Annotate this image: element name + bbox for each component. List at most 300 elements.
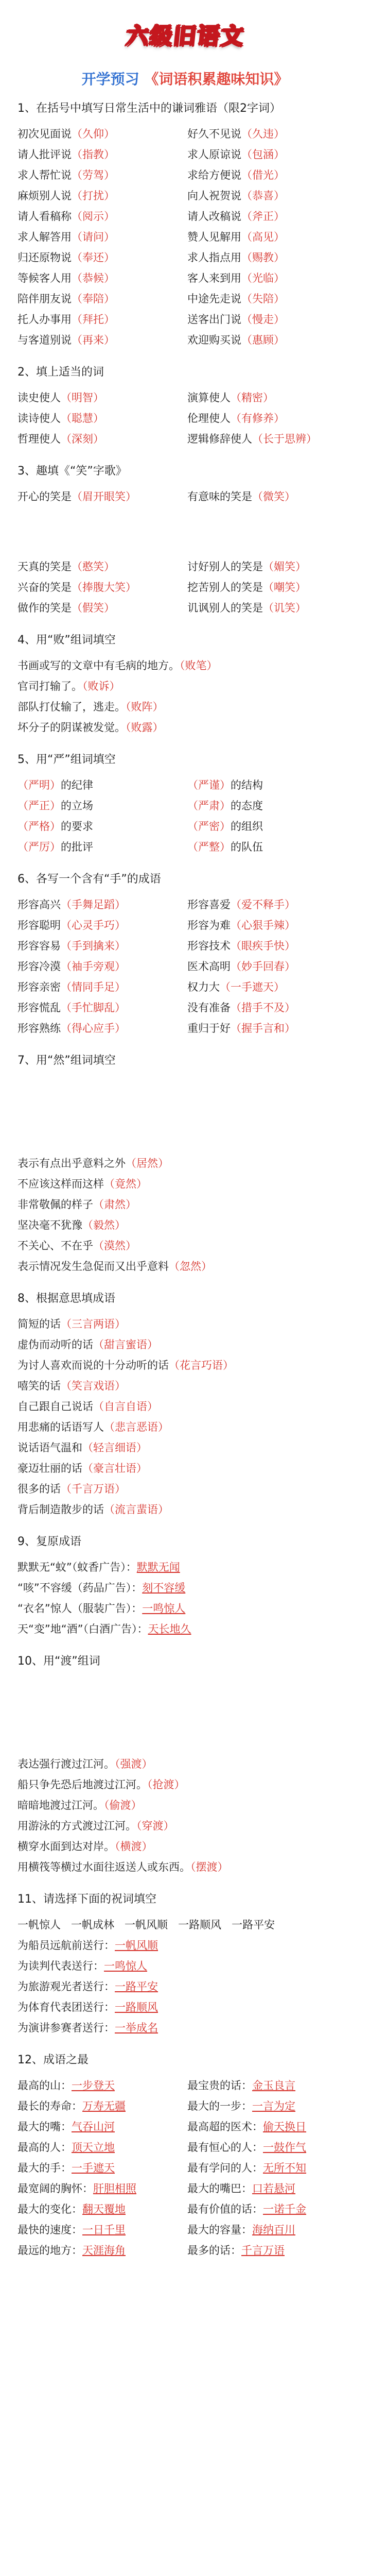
item-answer: （包涵）: [241, 148, 285, 161]
item-prompt: 部队打仗输了，逃走。: [17, 701, 126, 713]
answer-item: [17, 408, 187, 429]
answer-item: [187, 795, 352, 816]
item-answer: （恭候）: [72, 272, 115, 284]
item-answer: （阅示）: [72, 210, 115, 223]
answer-item: [17, 1956, 353, 1976]
answer-item: [17, 1619, 353, 1639]
answer-item: [17, 1836, 353, 1857]
item-prompt: 为船员远航前送行：: [17, 1939, 115, 1952]
item-answer: （强渡）: [115, 1758, 153, 1770]
item-answer: （败笔）: [180, 659, 218, 672]
answer-item: [17, 124, 187, 144]
answer-item: [17, 1816, 353, 1836]
item-prompt: 开心的笑是: [17, 490, 72, 503]
item-answer: （妙手回春）: [231, 960, 295, 973]
answer-item: [17, 1976, 353, 1997]
item-prompt: 表达强行渡过江河。: [17, 1758, 115, 1770]
item-prompt: 等候客人用: [17, 272, 72, 284]
answer-item: [17, 1355, 353, 1376]
item-prompt: 求给方便说: [187, 169, 241, 181]
answer-item: [187, 598, 352, 618]
item-prompt: 最有学问的人：: [187, 2162, 263, 2174]
answer-item: [187, 997, 352, 1018]
item-answer: 天涯海角: [82, 2244, 126, 2257]
answer-item: [187, 387, 352, 408]
answer-item: [17, 1256, 353, 1277]
answer-item: [17, 486, 187, 507]
answer-item: [187, 330, 352, 350]
item-prompt: 横穿水面到达对岸。: [17, 1840, 115, 1853]
answer-item: [17, 1499, 353, 1520]
answer-item: [187, 556, 352, 577]
answer-item: [17, 1018, 187, 1039]
item-answer: 一鼓作气: [263, 2141, 306, 2154]
item-answer: （久仰）: [72, 128, 115, 140]
item-prompt: 最高超的医术：: [187, 2121, 263, 2133]
item-prompt: 最有恒心的人：: [187, 2141, 263, 2154]
section-7: [17, 1052, 353, 1277]
item-prompt: 最大的嘴巴：: [187, 2182, 252, 2195]
item-answer: （情同手足）: [61, 981, 126, 993]
item-prompt: 表示有点出乎意料之外: [17, 1157, 126, 1170]
answer-list: [17, 1557, 353, 1639]
item-prompt: 形容聪明: [17, 919, 61, 931]
page-title: [17, 68, 353, 89]
item-answer: （爱不释手）: [231, 899, 295, 911]
item-prompt: 逻辑修辞使人: [187, 433, 252, 445]
item-prompt: 最大的变化：: [17, 2203, 82, 2215]
section-8: [17, 1290, 353, 1520]
item-answer: （精密）: [231, 392, 274, 404]
answer-item: [17, 1194, 353, 1215]
answer-item: [17, 837, 187, 857]
item-answer: （摆渡）: [190, 1861, 228, 1873]
item-prompt: 请人批评说: [17, 148, 72, 161]
answer-item: [187, 2178, 352, 2199]
answer-item: [187, 775, 352, 795]
item-prompt: 赞人见解用: [187, 231, 241, 243]
item-answer: （长于思辨）: [252, 433, 317, 445]
item-answer: （严谨）: [187, 779, 231, 791]
answer-item: [187, 2219, 352, 2240]
item-answer: 顶天立地: [72, 2141, 115, 2154]
item-prompt: 讥讽别人的笑是: [187, 602, 263, 614]
answer-item: [187, 956, 352, 977]
item-prompt: 书画或写的文章中有毛病的地方。: [17, 659, 180, 672]
item-answer: （肃然）: [93, 1198, 136, 1211]
section-question: 3、趣填《“笑”字歌》: [17, 465, 127, 478]
answer-grid: [17, 556, 353, 618]
item-suffix: 的组织: [231, 820, 263, 833]
item-prompt: 坏分子的阴谋被发觉。: [17, 721, 126, 734]
item-prompt: 最长的寿命：: [17, 2100, 82, 2112]
item-answer: （严格）: [17, 820, 61, 833]
item-answer: 无所不知: [263, 2162, 306, 2174]
answer-item: [17, 577, 187, 598]
item-prompt: “咳”不容缓（药品广告）：: [17, 1582, 143, 1594]
item-prompt: 背后制造散步的话: [17, 1503, 104, 1516]
item-answer: 一举成名: [115, 2022, 158, 2034]
item-prompt: 为读判代表送行：: [17, 1960, 104, 1972]
item-answer: 一路顺风: [115, 2001, 158, 2013]
item-answer: （毅然）: [82, 1219, 126, 1231]
answer-item: [17, 309, 187, 330]
item-prompt: 默默无“蚊”（蚊香广告）：: [17, 1561, 137, 1573]
item-answer: （指教）: [72, 148, 115, 161]
item-prompt: 最宽阔的胸怀：: [17, 2182, 93, 2195]
answer-item: [187, 2096, 352, 2116]
item-answer: （有修养）: [231, 412, 285, 425]
answer-item: [187, 2116, 352, 2137]
item-prompt: 形容慌乱: [17, 1002, 61, 1014]
item-answer: （微笑）: [252, 490, 295, 503]
section-question: 9、复原成语: [17, 1535, 81, 1548]
item-answer: （手忙脚乱）: [61, 1002, 126, 1014]
answer-item: [17, 1578, 353, 1598]
item-answer: （流言蜚语）: [104, 1503, 169, 1516]
item-suffix: 的要求: [61, 820, 93, 833]
item-answer: （惠顾）: [241, 334, 285, 346]
item-answer: （严厉）: [17, 841, 61, 853]
answer-item: [17, 1235, 353, 1256]
item-answer: （严肃）: [187, 800, 231, 812]
answer-item: [187, 486, 352, 507]
item-answer: （花言巧语）: [169, 1359, 234, 1371]
answer-item: [187, 124, 352, 144]
answer-item: [17, 936, 187, 956]
item-answer: （拜托）: [72, 313, 115, 326]
item-answer: （笑言戏语）: [61, 1380, 126, 1392]
item-prompt: 最大的手：: [17, 2162, 72, 2174]
item-answer: （握手言和）: [231, 1022, 295, 1035]
answer-item: [187, 577, 352, 598]
answer-grid: [17, 775, 353, 857]
item-prompt: 最远的地方：: [17, 2244, 82, 2257]
section-9: [17, 1533, 353, 1639]
answer-item: [187, 309, 352, 330]
item-answer: （慢走）: [241, 313, 285, 326]
item-prompt: 最多的话：: [187, 2244, 241, 2257]
item-prompt: 最高的山：: [17, 2079, 72, 2092]
section-2: [17, 364, 353, 449]
item-answer: （心灵手巧）: [61, 919, 126, 931]
item-prompt: 为讨人喜欢而说的十分动听的话: [17, 1359, 169, 1371]
item-prompt: 最大的嘴：: [17, 2121, 72, 2133]
item-answer: （败阵）: [126, 701, 164, 713]
answer-item: [187, 2075, 352, 2096]
section-10: [17, 1653, 353, 1877]
item-answer: 一路平安: [115, 1980, 158, 1993]
answer-item: [187, 289, 352, 309]
answer-item: [17, 2199, 187, 2219]
item-prompt: 请人看稿称: [17, 210, 72, 223]
item-prompt: 简短的话: [17, 1318, 61, 1330]
item-prompt: 不关心、不在乎: [17, 1240, 93, 1252]
item-prompt: 豪迈壮丽的话: [17, 1462, 82, 1475]
item-answer: （横渡）: [115, 1840, 153, 1853]
answer-item: [17, 816, 187, 837]
item-answer: 天长地久: [148, 1623, 191, 1635]
item-suffix: 的纪律: [61, 779, 93, 791]
item-answer: （心狠手辣）: [231, 919, 295, 931]
section-1: [17, 100, 353, 350]
item-suffix: 的态度: [231, 800, 263, 812]
item-prompt: 与客道别说: [17, 334, 72, 346]
item-answer: （假笑）: [72, 602, 115, 614]
item-prompt: 最快的速度：: [17, 2224, 82, 2236]
answer-item: [17, 1153, 353, 1174]
answer-item: [17, 2178, 187, 2199]
item-answer: 万寿无疆: [82, 2100, 126, 2112]
answer-list: [17, 1754, 353, 1877]
item-prompt: 用游泳的方式渡过江河。: [17, 1820, 136, 1832]
item-answer: 金玉良言: [252, 2079, 295, 2092]
answer-item: [17, 206, 187, 227]
item-answer: （手到擒来）: [61, 940, 126, 952]
item-prompt: 求人指点用: [187, 251, 241, 264]
item-prompt: 说话语气温和: [17, 1442, 82, 1454]
item-prompt: 用横筏等横过水面往返送人或东西。: [17, 1861, 190, 1873]
section-question: 12、成语之最: [17, 2054, 89, 2066]
answer-item: [17, 2240, 187, 2261]
item-answer: 一鸣惊人: [104, 1960, 147, 1972]
item-answer: 海纳百川: [252, 2224, 295, 2236]
answer-item: [187, 2199, 352, 2219]
item-answer: （赐教）: [241, 251, 285, 264]
item-answer: （捧腹大笑）: [72, 581, 136, 594]
item-prompt: 归还原物说: [17, 251, 72, 264]
answer-grid: [17, 387, 353, 449]
item-answer: 一鸣惊人: [142, 1602, 186, 1615]
item-prompt: 最大的容量：: [187, 2224, 252, 2236]
item-prompt: 最有价值的话：: [187, 2203, 263, 2215]
item-answer: （三言两语）: [61, 1318, 126, 1330]
item-answer: （深刻）: [61, 433, 104, 445]
item-answer: （明智）: [61, 392, 104, 404]
answer-item: [17, 1215, 353, 1235]
item-answer: 气吞山河: [72, 2121, 115, 2133]
answer-list: [17, 1153, 353, 1277]
header-logo: 六级旧语文: [124, 23, 245, 49]
item-answer: 一言为定: [252, 2100, 295, 2112]
item-prompt: 客人来到用: [187, 272, 241, 284]
answer-item: [17, 915, 187, 936]
answer-item: [17, 429, 187, 449]
answer-item: [17, 1396, 353, 1417]
answer-item: [187, 408, 352, 429]
item-prompt: 向人祝贺说: [187, 190, 241, 202]
item-prompt: 托人办事用: [17, 313, 72, 326]
answer-item: [17, 977, 187, 997]
answer-item: [17, 2018, 353, 2038]
answer-item: [17, 1754, 353, 1774]
item-answer: （眉开眼笑）: [72, 490, 136, 503]
item-answer: （忽然）: [169, 1260, 212, 1273]
item-answer: （甜言蜜语）: [93, 1338, 158, 1351]
answer-item: [17, 2075, 187, 2096]
item-prompt: 形容容易: [17, 940, 61, 952]
answer-item: [17, 387, 187, 408]
answer-item: [187, 247, 352, 268]
item-answer: 刻不容缓: [142, 1582, 186, 1594]
answer-item: [17, 775, 187, 795]
item-prompt: 初次见面说: [17, 128, 72, 140]
answer-item: [187, 1018, 352, 1039]
item-answer: （憨笑）: [72, 561, 115, 573]
section-question: 10、用“渡”组词: [17, 1655, 100, 1668]
section-5: [17, 751, 353, 857]
answer-item: [17, 2219, 187, 2240]
item-answer: （媚笑）: [263, 561, 306, 573]
item-prompt: “衣名”惊人（服装广告）：: [17, 1602, 143, 1615]
section-4: [17, 632, 353, 738]
item-prompt: 欢迎购买说: [187, 334, 241, 346]
item-prompt: 形容熟练: [17, 1022, 61, 1035]
section-11: [17, 1891, 353, 2038]
item-answer: （豪言壮语）: [82, 1462, 147, 1475]
answer-item: [17, 289, 187, 309]
item-suffix: 的批评: [61, 841, 93, 853]
item-answer: 默默无闻: [136, 1561, 180, 1573]
item-answer: （失陪）: [241, 293, 285, 305]
item-prompt: 兴奋的笑是: [17, 581, 72, 594]
item-prompt: 天“变”地“酒”（白酒广告）：: [17, 1623, 148, 1635]
item-prompt: 用悲痛的话语写人: [17, 1421, 104, 1433]
item-prompt: 表示情况发生急促而又出乎意料: [17, 1260, 169, 1273]
answer-item: [17, 2137, 187, 2158]
item-prompt: 麻烦别人说: [17, 190, 72, 202]
answer-item: [187, 268, 352, 289]
item-answer: （高见）: [241, 231, 285, 243]
answer-item: [187, 185, 352, 206]
answer-item: [187, 977, 352, 997]
answer-item: [17, 1935, 353, 1956]
item-prompt: 做作的笑是: [17, 602, 72, 614]
item-answer: 偷天换日: [263, 2121, 306, 2133]
answer-item: [17, 1557, 353, 1578]
answer-item: [187, 2240, 352, 2261]
answer-item: [17, 795, 187, 816]
section-question: 8、根据意思填成语: [17, 1292, 115, 1305]
answer-list: [17, 1314, 353, 1520]
answer-item: [17, 956, 187, 977]
item-answer: （再来）: [72, 334, 115, 346]
answer-item: [187, 2158, 352, 2178]
item-answer: （悲言恶语）: [104, 1421, 169, 1433]
item-answer: 一手遮天: [72, 2162, 115, 2174]
item-prompt: 有意味的笑是: [187, 490, 252, 503]
item-prompt: 嘻笑的话: [17, 1380, 61, 1392]
answer-item: [17, 1774, 353, 1795]
item-prompt: 为旅游观光者送行：: [17, 1980, 115, 1993]
item-prompt: 挖苦别人的笑是: [187, 581, 263, 594]
item-suffix: 的立场: [61, 800, 93, 812]
answer-item: [17, 1997, 353, 2018]
answer-item: [17, 1437, 353, 1458]
item-answer: 肝胆相照: [93, 2182, 136, 2195]
answer-item: [187, 227, 352, 247]
item-answer: （奉还）: [72, 251, 115, 264]
item-prompt: 形容技术: [187, 940, 231, 952]
item-answer: （劳驾）: [72, 169, 115, 181]
answer-item: [17, 1174, 353, 1194]
answer-grid: [17, 486, 353, 507]
item-answer: （袖手旁观）: [61, 960, 126, 973]
answer-item: [17, 165, 187, 185]
item-prompt: 医术高明: [187, 960, 231, 973]
item-suffix: 的结构: [231, 779, 263, 791]
item-prompt: 虚伪而动听的话: [17, 1338, 93, 1351]
item-answer: （穿渡）: [136, 1820, 174, 1832]
item-prompt: 不应该这样而这样: [17, 1178, 104, 1190]
answer-item: [187, 915, 352, 936]
answer-item: [17, 1417, 353, 1437]
item-answer: （严密）: [187, 820, 231, 833]
answer-item: [17, 1458, 353, 1479]
answer-item: [17, 997, 187, 1018]
answer-item: [187, 936, 352, 956]
item-answer: （恭喜）: [241, 190, 285, 202]
title-prefix: 开学预习: [81, 71, 139, 88]
answer-item: [17, 144, 187, 165]
item-prompt: 很多的话: [17, 1483, 61, 1495]
answer-item: [17, 697, 353, 717]
answer-item: [17, 1376, 353, 1396]
item-prompt: 形容高兴: [17, 899, 61, 911]
item-answer: （眼疾手快）: [231, 940, 295, 952]
item-answer: 口若悬河: [252, 2182, 295, 2195]
answer-item: [187, 894, 352, 915]
item-prompt: 权力大: [187, 981, 220, 993]
item-prompt: 坚决毫不犹豫: [17, 1219, 82, 1231]
answer-item: [17, 2158, 187, 2178]
item-answer: 翻天覆地: [82, 2203, 126, 2215]
answer-item: [17, 268, 187, 289]
item-prompt: 求人帮忙说: [17, 169, 72, 181]
item-answer: （竟然）: [104, 1178, 147, 1190]
item-prompt: 哲理使人: [17, 433, 61, 445]
item-answer: （得心应手）: [61, 1022, 126, 1035]
item-answer: （请问）: [72, 231, 115, 243]
item-prompt: 为体育代表团送行：: [17, 2001, 115, 2013]
item-answer: （借光）: [241, 169, 285, 181]
item-answer: （败露）: [126, 721, 164, 734]
answer-item: [17, 330, 187, 350]
answer-item: [17, 556, 187, 577]
item-prompt: 为演讲参赛者送行：: [17, 2022, 115, 2034]
item-answer: （千言万语）: [61, 1483, 126, 1495]
answer-item: [17, 2116, 187, 2137]
section-3: [17, 463, 353, 618]
item-prompt: 中途先走说: [187, 293, 241, 305]
section-question: 1、在括号中填写日常生活中的谦词雅语（限2字词）: [17, 102, 281, 115]
item-prompt: 非常敬佩的样子: [17, 1198, 93, 1211]
item-prompt: 陪伴朋友说: [17, 293, 72, 305]
answer-item: [187, 429, 352, 449]
item-prompt: 讨好别人的笑是: [187, 561, 263, 573]
item-answer: （手舞足蹈）: [61, 899, 126, 911]
item-answer: （措手不及）: [231, 1002, 295, 1014]
answer-item: [17, 676, 353, 697]
answer-grid: [17, 124, 353, 350]
item-answer: （严明）: [17, 779, 61, 791]
item-prompt: 最宝贵的话：: [187, 2079, 252, 2092]
item-prompt: 送客出门说: [187, 313, 241, 326]
item-answer: （聪慧）: [61, 412, 104, 425]
item-answer: 一步登天: [72, 2079, 115, 2092]
item-answer: （自言自语）: [93, 1400, 158, 1413]
answer-item: [187, 837, 352, 857]
